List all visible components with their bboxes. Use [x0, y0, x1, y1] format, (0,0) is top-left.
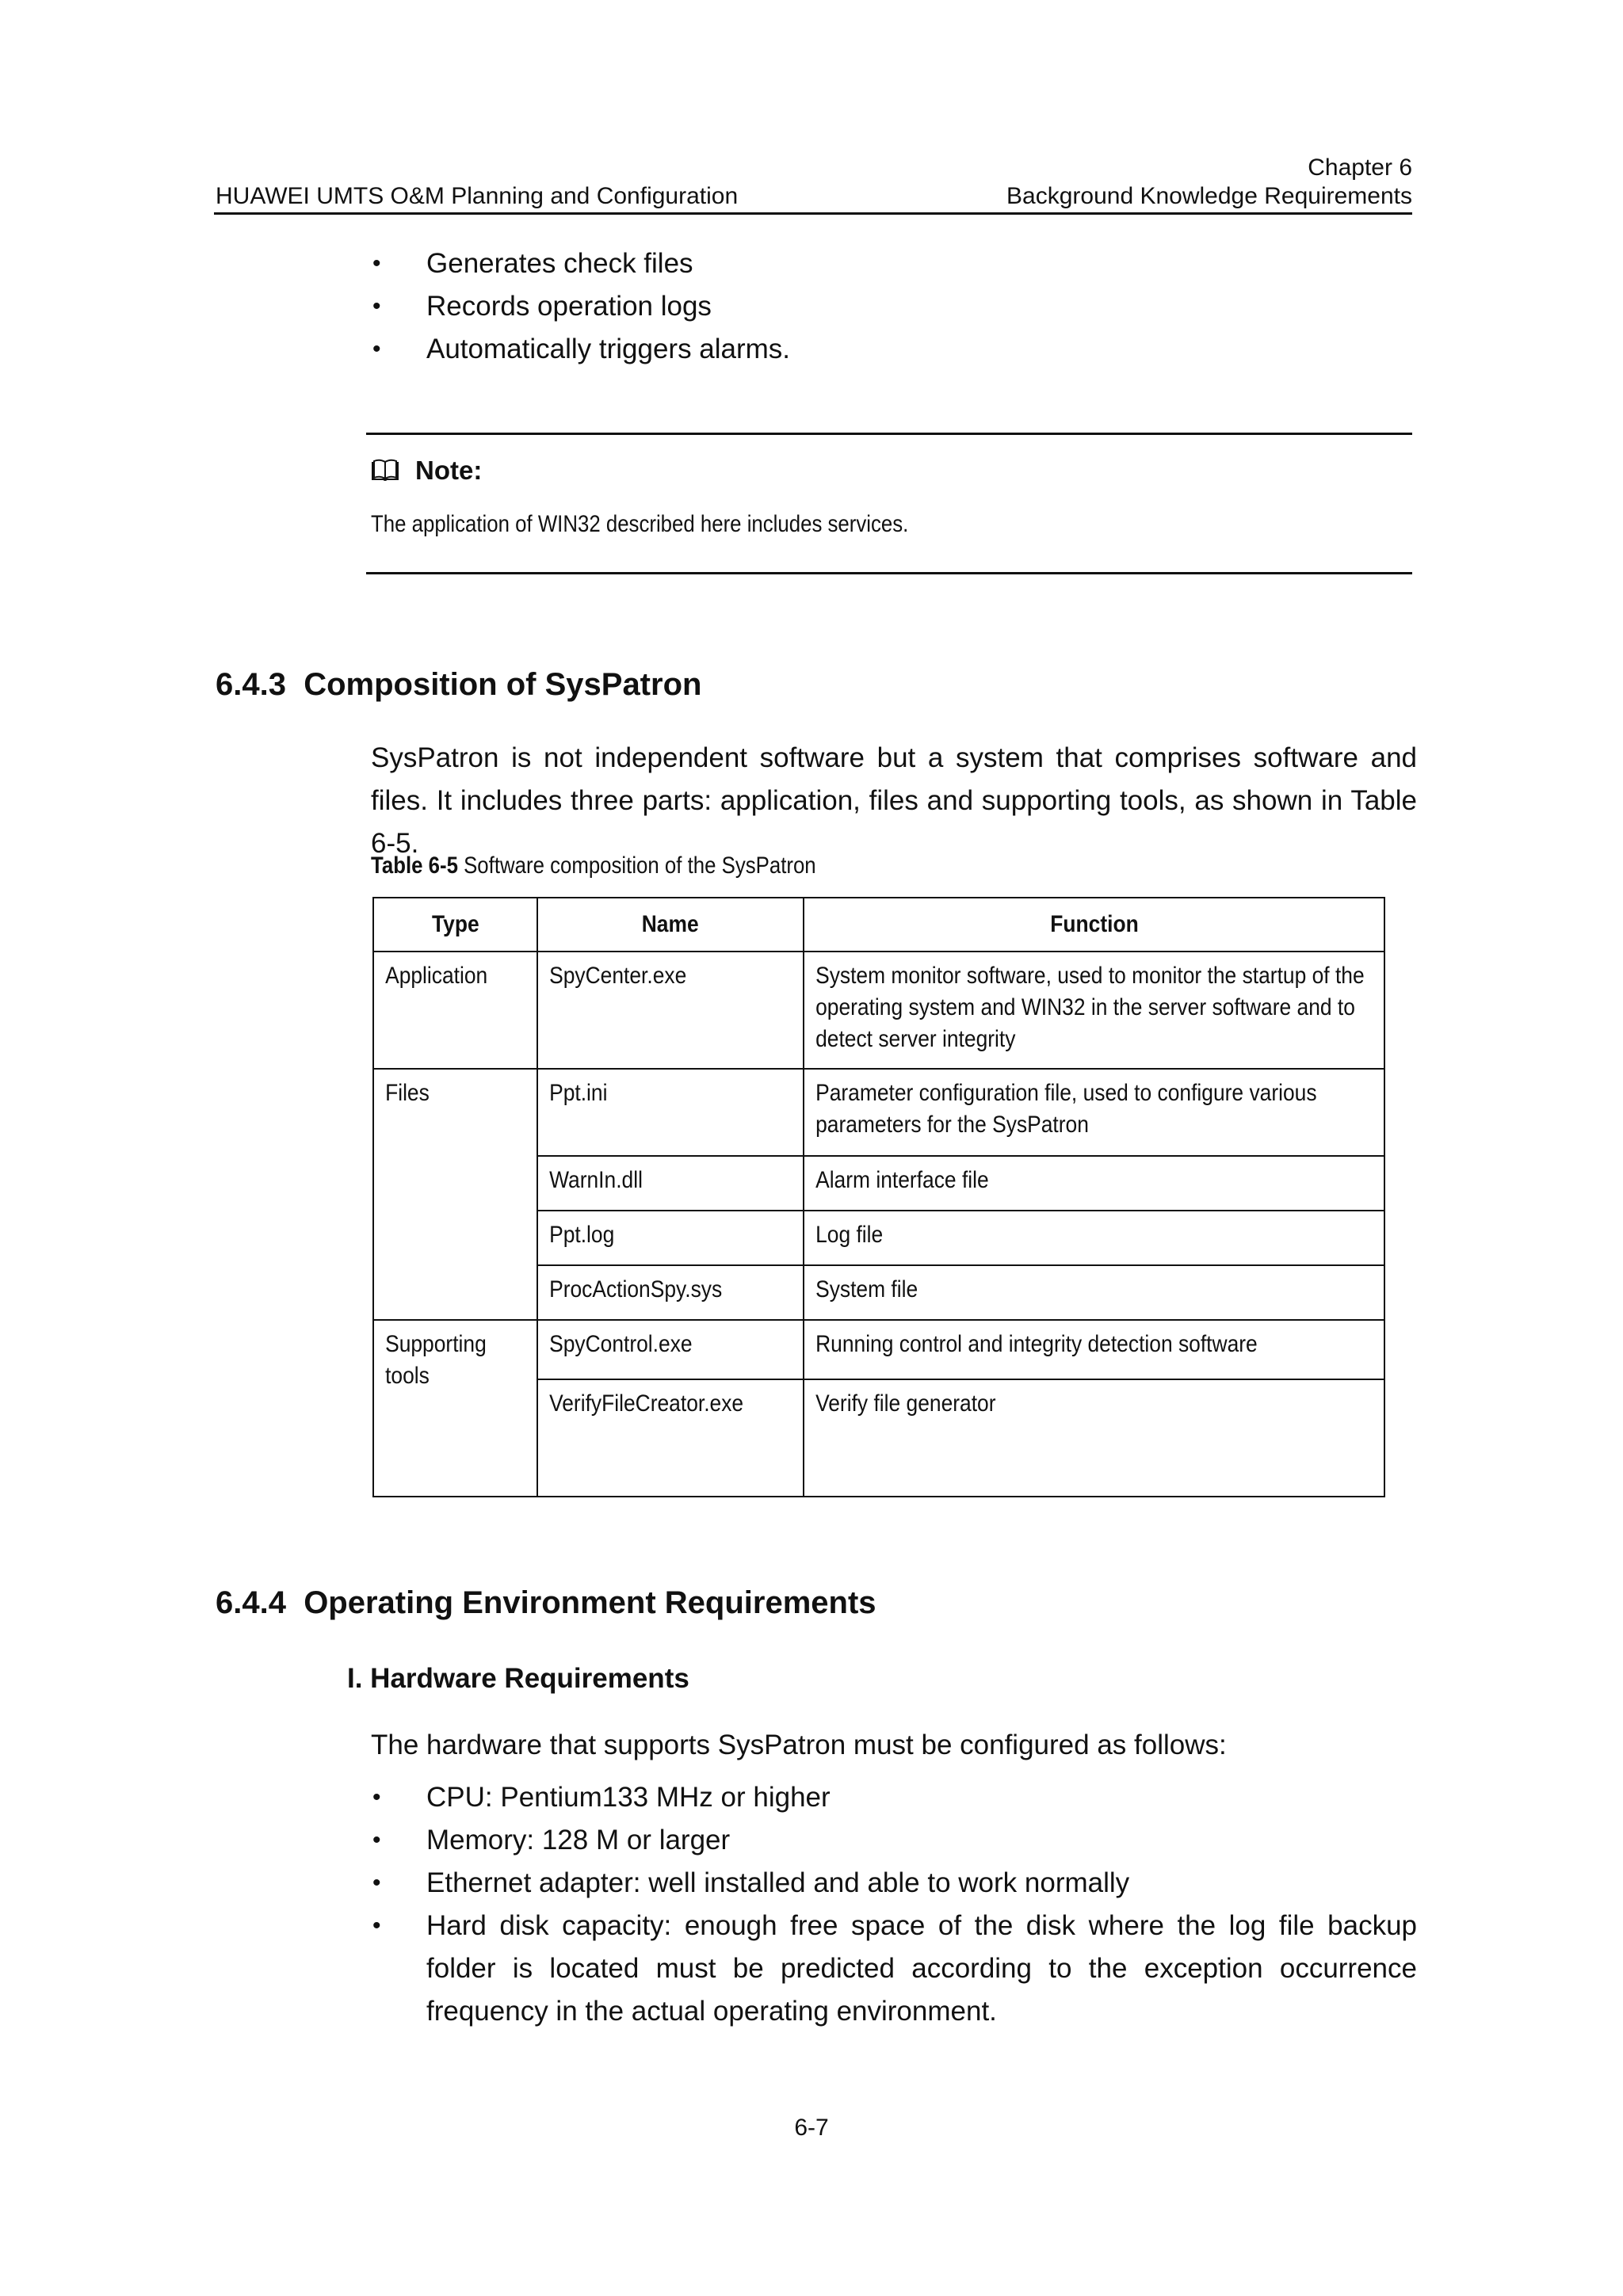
- list-item: • Generates check files: [371, 242, 790, 285]
- function-cell: Parameter configuration file, used to configure various parameters for the SysPatron: [804, 1069, 1384, 1156]
- intro-bullet-list: [371, 242, 790, 371]
- table-row: [373, 1069, 1384, 1156]
- name-cell: ProcActionSpy.sys: [537, 1265, 804, 1320]
- note-heading: [371, 455, 482, 486]
- function-cell: Verify file generator: [804, 1379, 1384, 1497]
- hardware-intro-paragraph: The hardware that supports SysPatron must be configured as follows:: [371, 1730, 1227, 1760]
- header-rule: [214, 212, 1412, 215]
- section-6-4-3-paragraph: SysPatron is not independent software but a system that comprises software and files. It includes three parts: application, files and supporting tools, as shown in Table 6-5.: [371, 742, 1417, 859]
- function-cell: Running control and integrity detection software: [804, 1320, 1384, 1379]
- running-header-chapter: [1006, 154, 1412, 211]
- name-cell: SpyControl.exe: [537, 1320, 804, 1379]
- list-item: • CPU: Pentium133 MHz or higher: [371, 1776, 1417, 1819]
- composition-table: [372, 897, 1384, 1496]
- section-heading-6-4-4: 6.4.4 Operating Environment Requirements: [216, 1585, 876, 1620]
- note-label: Note:: [415, 456, 483, 485]
- table-header-row: [373, 898, 1384, 952]
- table-row: [373, 952, 1384, 1069]
- table-caption-text: Software composition of the SysPatron: [457, 852, 816, 879]
- chapter-number: Chapter 6: [1308, 154, 1412, 181]
- subheading-hardware-requirements: I. Hardware Requirements: [347, 1663, 689, 1694]
- list-item: • Automatically triggers alarms.: [371, 328, 790, 371]
- table-row: [373, 1320, 1384, 1379]
- function-cell: System file: [804, 1265, 1384, 1320]
- chapter-title: Background Knowledge Requirements: [1006, 183, 1412, 209]
- type-cell-files: Files: [373, 1069, 537, 1320]
- table-caption: [371, 851, 816, 881]
- note-bottom-rule: [366, 572, 1412, 574]
- table-caption-label: Table 6-5: [371, 852, 458, 879]
- name-cell: Ppt.ini: [537, 1069, 804, 1156]
- column-header-function: Function: [804, 898, 1384, 952]
- function-cell: Log file: [804, 1211, 1384, 1265]
- note-text: The application of WIN32 described here includes services.: [371, 511, 909, 537]
- hardware-bullet-list: [371, 1776, 1417, 2033]
- type-cell-application: Application: [373, 952, 537, 1069]
- section-heading-6-4-3: 6.4.3 Composition of SysPatron: [216, 667, 702, 702]
- function-cell: System monitor software, used to monitor the startup of the operating system and WIN32 in the server software and to detect server integrity: [804, 952, 1384, 1069]
- name-cell: Ppt.log: [537, 1211, 804, 1265]
- name-cell: SpyCenter.exe: [537, 952, 804, 1069]
- list-item: • Memory: 128 M or larger: [371, 1819, 1417, 1862]
- list-item: • Records operation logs: [371, 285, 790, 328]
- note-top-rule: [366, 433, 1412, 435]
- book-icon: [371, 459, 399, 482]
- name-cell: VerifyFileCreator.exe: [537, 1379, 804, 1497]
- list-item: • Ethernet adapter: well installed and able to work normally: [371, 1862, 1417, 1905]
- column-header-name: Name: [537, 898, 804, 952]
- column-header-type: Type: [373, 898, 537, 952]
- name-cell: WarnIn.dll: [537, 1156, 804, 1211]
- type-cell-supporting-tools: Supporting tools: [373, 1320, 537, 1497]
- page-number: 6-7: [794, 2115, 829, 2141]
- list-item: • Hard disk capacity: enough free space of the disk where the log file backup folder is located must be predicted according to the exception occurrence frequency in the actual operating environment.: [371, 1905, 1417, 2033]
- book-title: HUAWEI UMTS O&M Planning and Configuration: [216, 183, 739, 209]
- function-cell: Alarm interface file: [804, 1156, 1384, 1211]
